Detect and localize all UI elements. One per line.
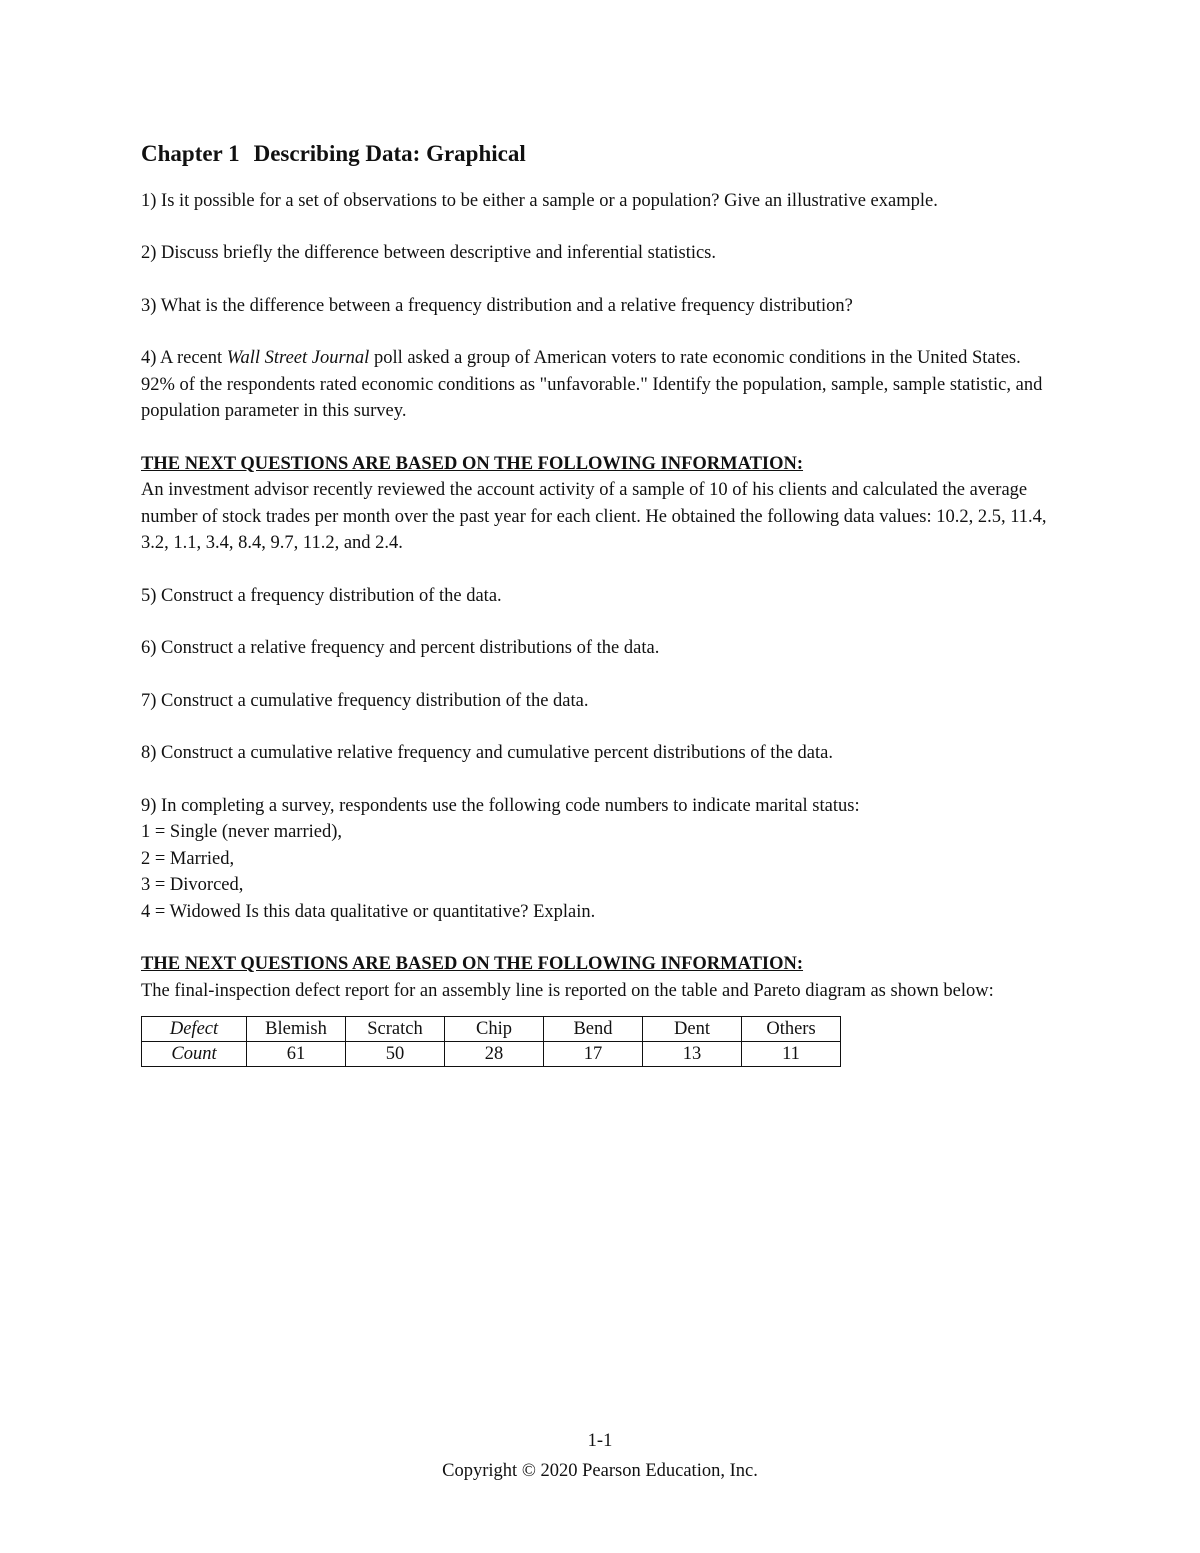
question-7: 7) Construct a cumulative frequency distribution of the data.	[141, 690, 589, 711]
table-row	[142, 1017, 841, 1042]
table-cell: Chip	[445, 1017, 544, 1042]
table-cell: Others	[742, 1017, 841, 1042]
code-line: 4 = Widowed Is this data qualitative or quantitative? Explain.	[141, 901, 596, 922]
question-5: 5) Construct a frequency distribution of the data.	[141, 585, 502, 606]
table-cell: Scratch	[346, 1017, 445, 1042]
question-4-suffix: poll asked a group of American voters to rate economic conditions in the United States. 92% of the respondents rated economic conditions as "unfavorable." Identify the population, sample, sample statistic, and population parameter in this survey.	[141, 348, 1043, 422]
info-heading-1: THE NEXT QUESTIONS ARE BASED ON THE FOLLOWING INFORMATION:	[141, 453, 804, 474]
copyright-notice: Copyright © 2020 Pearson Education, Inc.	[442, 1461, 758, 1481]
table-cell: 11	[742, 1042, 841, 1067]
table-cell: 61	[247, 1042, 346, 1067]
table-row-header: Count	[142, 1042, 247, 1067]
chapter-title	[141, 140, 1051, 168]
document-page	[141, 140, 1051, 1067]
table-cell: 50	[346, 1042, 445, 1067]
info-heading-2: THE NEXT QUESTIONS ARE BASED ON THE FOLLOWING INFORMATION:	[141, 954, 804, 975]
code-line: 3 = Divorced,	[141, 875, 244, 896]
table-cell: Bend	[544, 1017, 643, 1042]
question-2: 2) Discuss briefly the difference between descriptive and inferential statistics.	[141, 243, 717, 264]
publication-name: Wall Street Journal	[226, 348, 370, 369]
table-cell: 17	[544, 1042, 643, 1067]
question-4-prefix: 4) A recent	[141, 348, 227, 369]
code-line: 1 = Single (never married),	[141, 822, 343, 843]
code-line: 2 = Married,	[141, 848, 235, 869]
table-row-header: Defect	[142, 1017, 247, 1042]
question-6: 6) Construct a relative frequency and percent distributions of the data.	[141, 638, 660, 659]
info-text-1: An investment advisor recently reviewed the account activity of a sample of 10 of his clients and calculated the average number of stock trades per month over the past year for each client. He obtained the following data values: 10.2, 2.5, 11.4, 3.2, 1.1, 3.4, 8.4, 9.7, 11.2, and 2.4.	[141, 480, 1047, 554]
question-1: 1) Is it possible for a set of observations to be either a sample or a population? Give an illustrative example.	[141, 190, 938, 211]
table-cell: 28	[445, 1042, 544, 1067]
chapter-number: Chapter 1	[141, 141, 240, 166]
page-number: 1-1	[587, 1431, 613, 1451]
chapter-name: Describing Data: Graphical	[253, 141, 526, 166]
table-row	[142, 1042, 841, 1067]
question-9-text: 9) In completing a survey, respondents use the following code numbers to indicate marital status:	[141, 795, 860, 816]
defect-table	[141, 1016, 841, 1067]
question-9	[141, 793, 1051, 926]
table-cell: Blemish	[247, 1017, 346, 1042]
info-text-2: The final-inspection defect report for an assembly line is reported on the table and Pareto diagram as shown below:	[141, 980, 994, 1001]
table-cell: Dent	[643, 1017, 742, 1042]
question-4	[141, 345, 1051, 425]
question-8: 8) Construct a cumulative relative frequency and cumulative percent distributions of the data.	[141, 743, 833, 764]
table-cell: 13	[643, 1042, 742, 1067]
question-3: 3) What is the difference between a frequency distribution and a relative frequency distribution?	[141, 295, 853, 316]
